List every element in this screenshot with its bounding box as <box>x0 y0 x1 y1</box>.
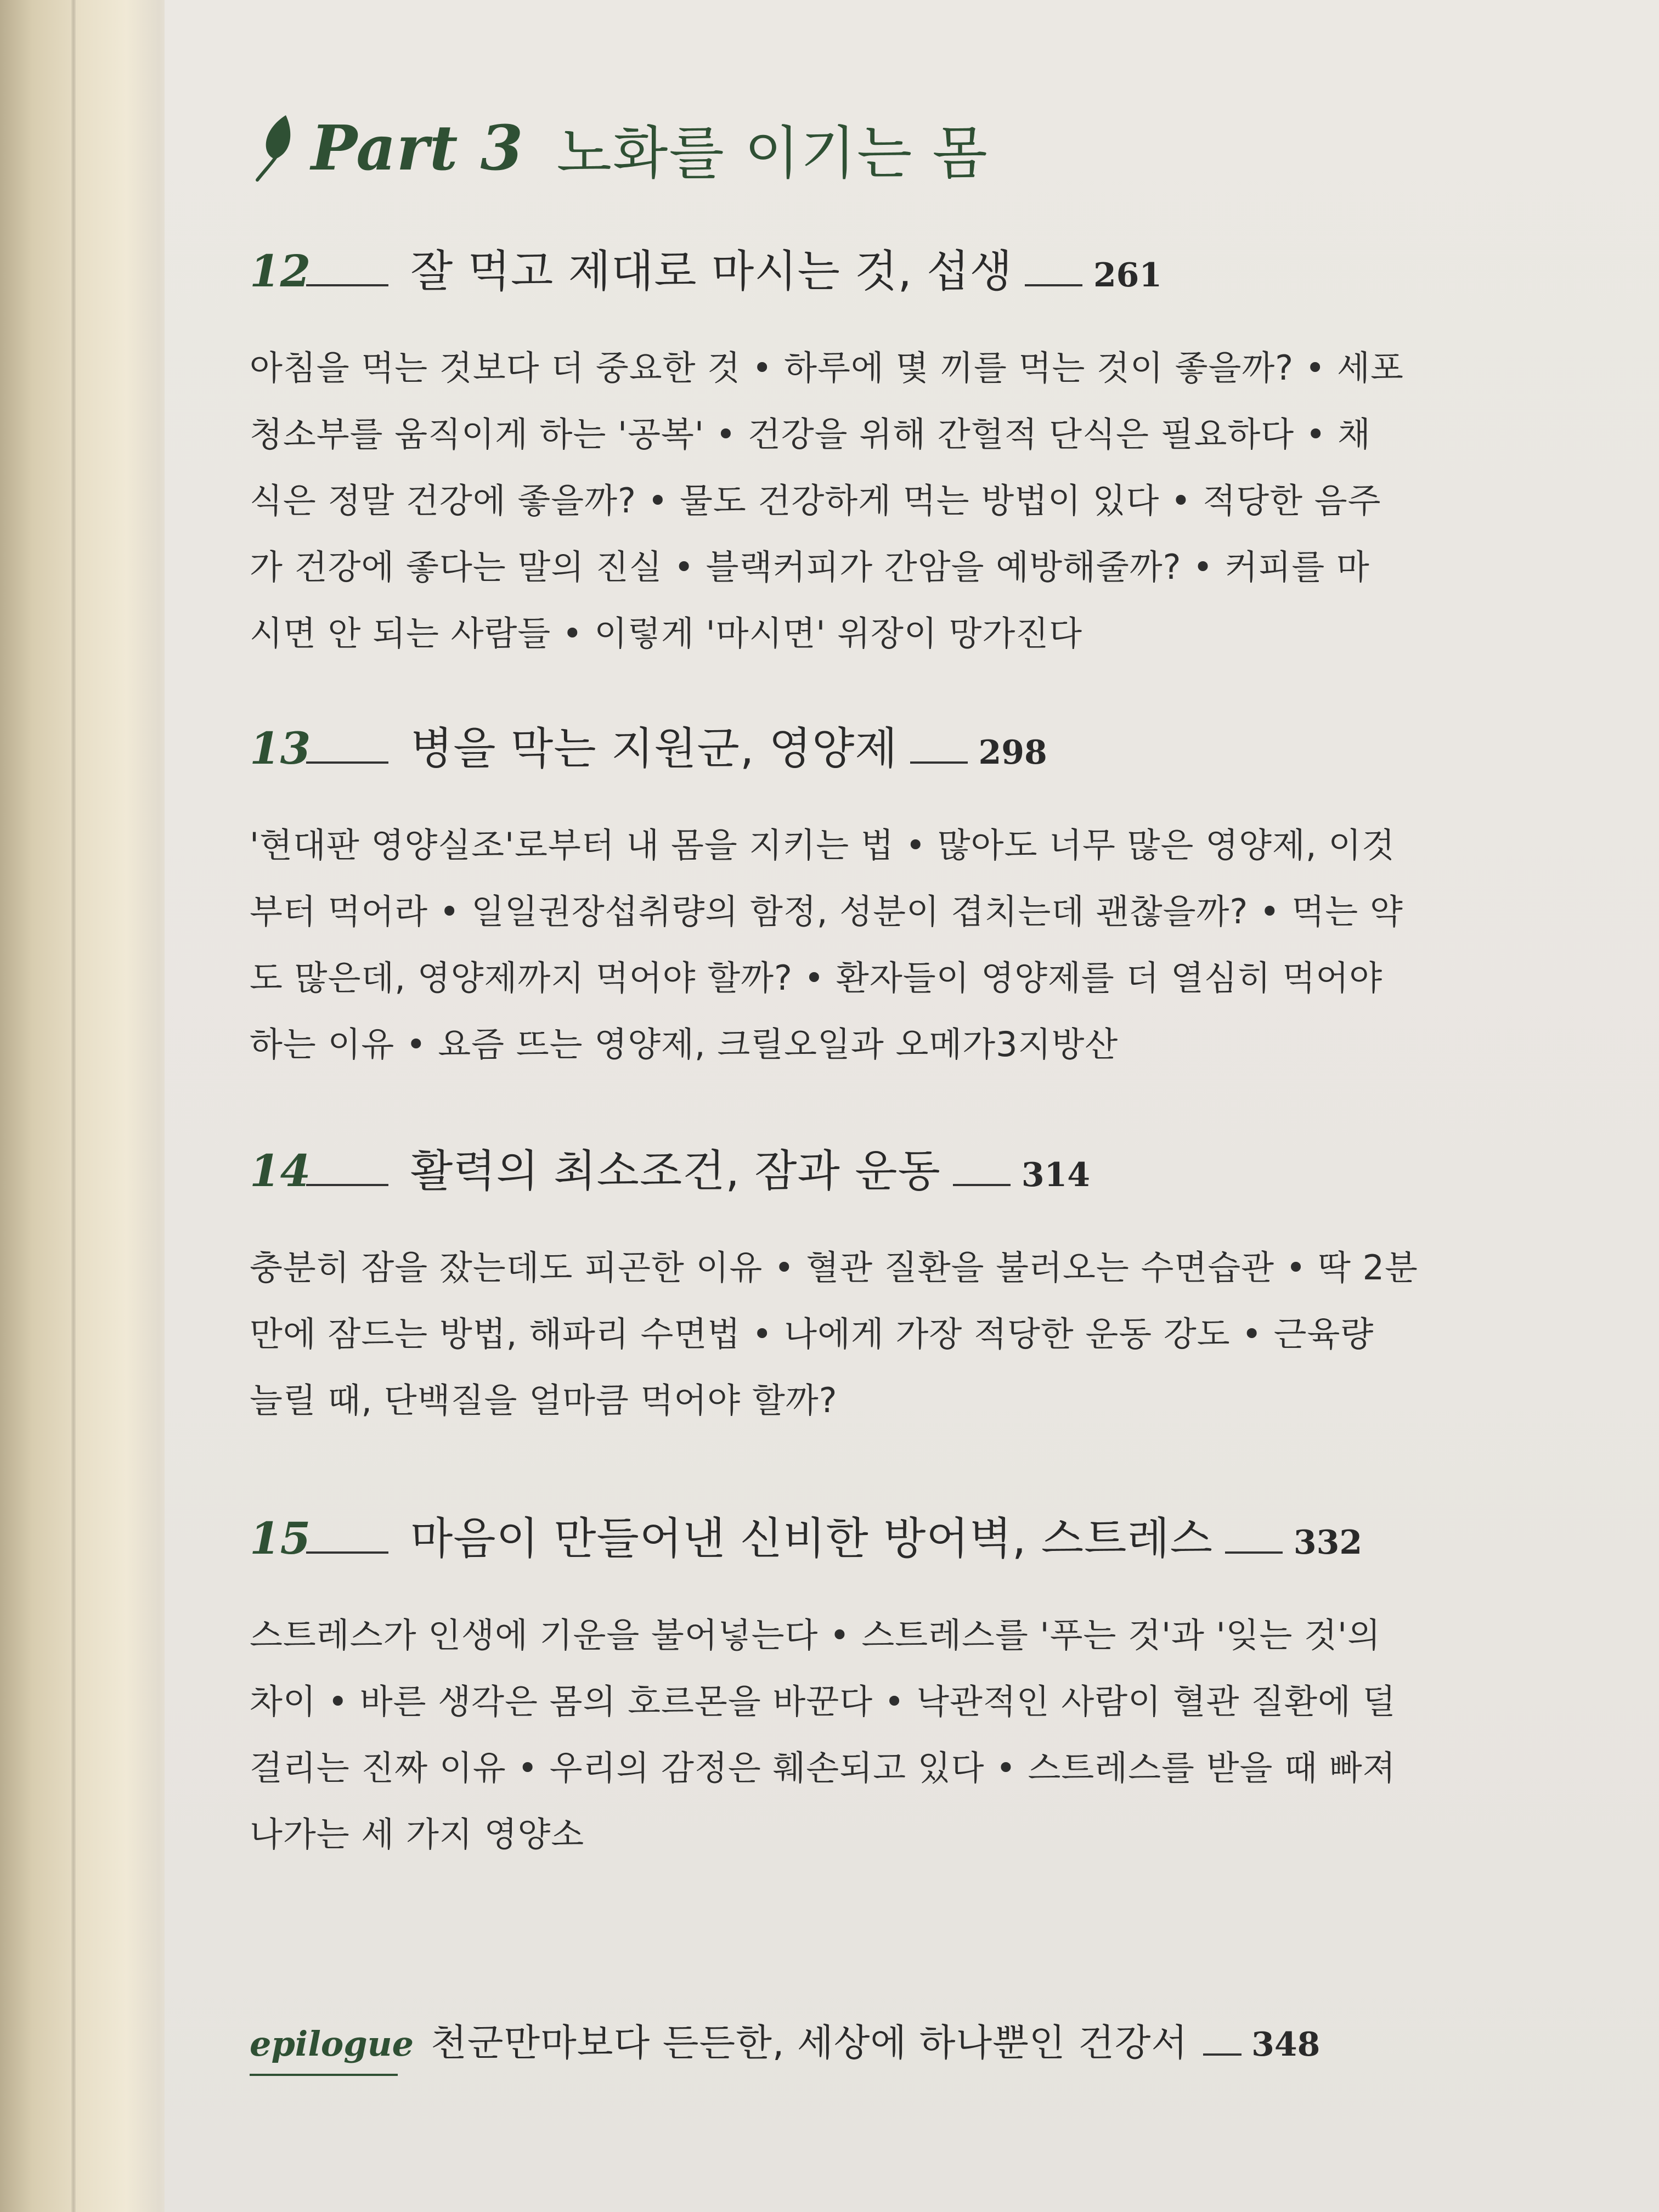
part-label: Part 3 <box>311 112 524 184</box>
divider-rule <box>306 284 388 286</box>
topic-line: 차이 • 바른 생각은 몸의 호르몬을 바꾼다 • 낙관적인 사람이 혈관 질환에 덜 <box>250 1681 1396 1722</box>
leader-rule <box>1025 284 1082 286</box>
topic-line: 걸리는 진짜 이유 • 우리의 감정은 훼손되고 있다 • 스트레스를 받을 때 빠져 <box>250 1748 1396 1788</box>
topic-line: 하는 이유 • 요즘 뜨는 영양제, 크릴오일과 오메가3지방산 <box>250 1024 1119 1064</box>
part-heading <box>250 99 1511 198</box>
chapter-topics <box>250 1234 1511 1434</box>
chapter-heading <box>250 236 1511 313</box>
divider-rule <box>306 761 388 764</box>
chapter-page-number: 332 <box>1293 1523 1363 1562</box>
leader-rule <box>910 761 968 764</box>
chapter-topics <box>250 335 1511 667</box>
chapter-page-number: 261 <box>1093 256 1163 295</box>
leaf-icon <box>250 110 299 187</box>
part-title: 노화를 이기는 몸 <box>556 120 989 187</box>
table-of-contents <box>250 99 1511 2065</box>
topic-line: 도 많은데, 영양제까지 먹어야 할까? • 환자들이 영양제를 더 열심히 먹어야 <box>250 958 1383 998</box>
chapter-number: 15 <box>250 1513 311 1564</box>
epilogue-title: 천군만마보다 든든한, 세상에 하나뿐인 건강서 <box>431 2022 1188 2065</box>
chapter-14 <box>250 1136 1511 1434</box>
leader-rule <box>953 1184 1011 1186</box>
book-binding <box>0 0 181 2212</box>
chapter-topics <box>250 812 1511 1077</box>
topic-line: 스트레스가 인생에 기운을 불어넣는다 • 스트레스를 '푸는 것'과 '잊는 것'의 <box>250 1615 1381 1655</box>
topic-line: 늘릴 때, 단백질을 얼마큼 먹어야 할까? <box>250 1380 838 1420</box>
chapter-13 <box>250 713 1511 1077</box>
topic-line: 가 건강에 좋다는 말의 진실 • 블랙커피가 간암을 예방해줄까? • 커피를 마 <box>250 547 1370 587</box>
chapter-title: 병을 막는 지원군, 영양제 <box>410 723 898 774</box>
epilogue-page-number: 348 <box>1251 2025 1321 2064</box>
chapter-heading <box>250 713 1511 790</box>
topic-line: '현대판 영양실조'로부터 내 몸을 지키는 법 • 많아도 너무 많은 영양제, 이것 <box>250 825 1396 865</box>
topic-line: 충분히 잠을 잤는데도 피곤한 이유 • 혈관 질환을 불러오는 수면습관 • 딱 2분 <box>250 1248 1418 1288</box>
chapter-title: 마음이 만들어낸 신비한 방어벽, 스트레스 <box>410 1513 1213 1564</box>
chapter-heading <box>250 1136 1511 1212</box>
topic-line: 만에 잠드는 방법, 해파리 수면법 • 나에게 가장 적당한 운동 강도 • 근육량 <box>250 1314 1374 1354</box>
topic-line: 아침을 먹는 것보다 더 중요한 것 • 하루에 몇 끼를 먹는 것이 좋을까? • 세포 <box>250 348 1404 388</box>
topic-line: 청소부를 움직이게 하는 '공복' • 건강을 위해 간헐적 단식은 필요하다 • 채 <box>250 414 1371 454</box>
chapter-title: 활력의 최소조건, 잠과 운동 <box>410 1146 941 1197</box>
page-fold-shadow <box>71 0 76 2212</box>
chapter-page-number: 314 <box>1021 1156 1091 1194</box>
chapter-12 <box>250 236 1511 667</box>
divider-rule <box>306 1184 388 1186</box>
leader-rule <box>1225 1551 1283 1554</box>
epilogue-entry <box>250 2013 1511 2076</box>
divider-rule <box>306 1551 388 1554</box>
chapter-number: 12 <box>250 245 311 297</box>
epilogue-label: epilogue <box>250 2024 398 2076</box>
chapter-topics <box>250 1602 1511 1867</box>
chapter-title: 잘 먹고 제대로 마시는 것, 섭생 <box>410 246 1013 297</box>
topic-line: 시면 안 되는 사람들 • 이렇게 '마시면' 위장이 망가진다 <box>250 613 1083 653</box>
chapter-15 <box>250 1503 1511 1867</box>
leader-rule <box>1203 2053 1242 2056</box>
chapter-number: 14 <box>250 1145 311 1197</box>
chapter-heading <box>250 1503 1511 1580</box>
topic-line: 식은 정말 건강에 좋을까? • 물도 건강하게 먹는 방법이 있다 • 적당한 음주 <box>250 481 1381 521</box>
chapter-number: 13 <box>250 723 311 774</box>
chapter-page-number: 298 <box>978 733 1047 772</box>
topic-line: 부터 먹어라 • 일일권장섭취량의 함정, 성분이 겹치는데 괜찮을까? • 먹는 약 <box>250 891 1403 932</box>
topic-line: 나가는 세 가지 영양소 <box>250 1814 585 1854</box>
